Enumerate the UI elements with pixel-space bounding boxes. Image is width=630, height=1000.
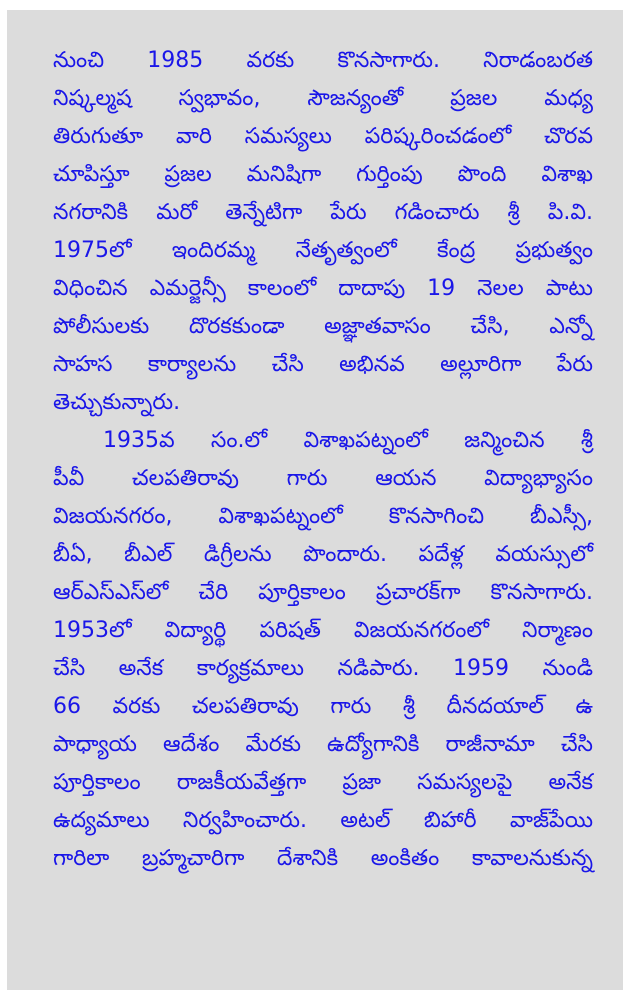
text-line: తెచ్చుకున్నారు.	[53, 390, 181, 415]
text-line: నగరానికి మరో తెన్నేటిగా పేరు గడించారు శ్రీ పి.వి.	[53, 200, 593, 225]
text-line: తిరుగుతూ వారి సమస్యలు పరిష్కరించడంలో చొరవ	[53, 124, 593, 149]
text-line: ఉద్యమాలు నిర్వహించారు. అటల్ బిహారీ వాజ్‌పేయి	[53, 808, 593, 833]
text-line: చేసి అనేక కార్యక్రమాలు నడిపారు. 1959 నుండి	[53, 656, 593, 681]
text-line: పాధ్యాయ ఆదేశం మేరకు ఉద్యోగానికి రాజీనామా చేసి	[53, 732, 593, 757]
text-line: పోలీసులకు దొరకకుండా అజ్ఞాతవాసం చేసి, ఎన్నో	[53, 314, 593, 339]
text-line: విధించిన ఎమర్జెన్సీ కాలంలో దాదాపు 19 నెలల పాటు	[53, 276, 593, 301]
text-line: నుంచి 1985 వరకు కొనసాగారు. నిరాడంబరత	[53, 48, 593, 73]
text-line: బీఏ, బీఎల్ డిగ్రీలను పొందారు. పదేళ్ల వయస్సులో	[53, 542, 593, 567]
text-line: విజయనగరం, విశాఖపట్నంలో కొనసాగించి బీఎస్సీ,	[53, 504, 593, 529]
text-line: 1975లో ఇందిరమ్మ నేతృత్వంలో కేంద్ర ప్రభుత్వం	[53, 238, 593, 263]
text-line: 66 వరకు చలపతిరావు గారు శ్రీ దీనదయాల్ ఉ	[53, 694, 593, 719]
body-text	[53, 42, 593, 878]
text-line: గారిలా బ్రహ్మచారిగా దేశానికి అంకితం కావాలనుకున్న	[53, 846, 593, 871]
text-line: 1953లో విద్యార్థి పరిషత్ విజయనగరంలో నిర్మాణం	[53, 618, 593, 643]
text-line: ఆర్ఎస్ఎస్‌లో చేరి పూర్తికాలం ప్రచారక్‌గా కొనసాగారు.	[53, 580, 593, 605]
text-line: పూర్తికాలం రాజకీయవేత్తగా ప్రజా సమస్యలపై అనేక	[53, 770, 593, 795]
text-line: పీవీ చలపతిరావు గారు ఆయన విద్యాభ్యాసం	[53, 466, 593, 491]
text-line: సాహస కార్యాలను చేసి అభినవ అల్లూరిగా పేరు	[53, 352, 593, 377]
document-page	[7, 10, 623, 990]
text-line: చూపిస్తూ ప్రజల మనిషిగా గుర్తింపు పొంది విశాఖ	[53, 162, 593, 187]
text-line: నిష్కల్మష స్వభావం, సౌజన్యంతో ప్రజల మధ్య	[53, 86, 593, 111]
paragraph-start-line: 1935వ సం.లో విశాఖపట్నంలో జన్మించిన శ్రీ	[103, 428, 593, 453]
